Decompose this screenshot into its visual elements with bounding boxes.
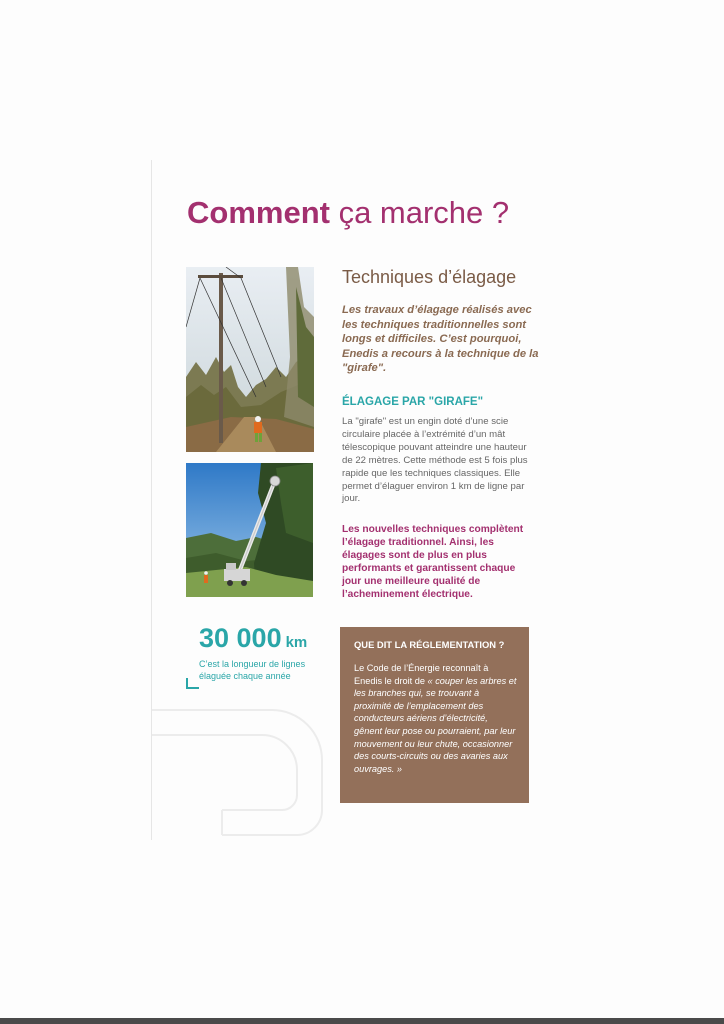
stat-number: 30 000 [199, 623, 282, 653]
stat-unit: km [285, 634, 308, 651]
intro-paragraph: Les travaux d’élagage réalisés avec les techniques traditionnelles sont longs et difficiles. C’est pourquoi, Enedis a recours à la technique de la "girafe". [342, 304, 539, 375]
section-heading: Techniques d’élagage [342, 267, 517, 287]
regulation-text [354, 662, 517, 775]
title-bold: Comment [187, 195, 330, 230]
highlight-paragraph: Les nouvelles techniques complètent l’élagage traditionnel. Ainsi, les élagages sont de plus en plus performants et garantissent chaque jour une meilleure qualité de l’acheminement électrique. [342, 524, 524, 601]
regulation-text-quote: « couper les arbres et les branches qui, se trouvant à proximité de l’emplacement des conducteurs aériens d’électricité, gênent leur pose ou pourraient, par leur mouvement ou leur chute, occasionner des courts-circuits ou des avaries aux ouvrages. » [354, 675, 517, 774]
girafe-description: La "girafe" est un engin doté d’une scie circulaire placée à l’extrémité d’un mât télescopique pouvant atteindre une hauteur de 22 mètres. Cette méthode est 5 fois plus rapide que les techniques classiques. Elle permet d’élaguer environ 1 km de ligne par jour. [342, 416, 528, 505]
regulation-box [340, 627, 529, 803]
regulation-text-plain: Le Code de l’Énergie reconnaît à Enedis le droit de [354, 663, 489, 686]
corner-bracket-icon [186, 678, 199, 689]
page-title [187, 193, 509, 233]
stat-value [199, 621, 307, 660]
scan-bottom-bar [0, 1018, 724, 1024]
regulation-title: QUE DIT LA RÉGLEMENTATION ? [354, 639, 505, 650]
photo-girafe-saw [186, 463, 313, 597]
stat-caption: C’est la longueur de lignes élaguée chaque année [199, 659, 306, 681]
title-rest: ça marche ? [329, 195, 510, 230]
photo-power-line-worker [186, 267, 314, 452]
girafe-subheading: ÉLAGAGE PAR "GIRAFE" [342, 396, 484, 408]
logo-watermark-icon [152, 700, 327, 840]
